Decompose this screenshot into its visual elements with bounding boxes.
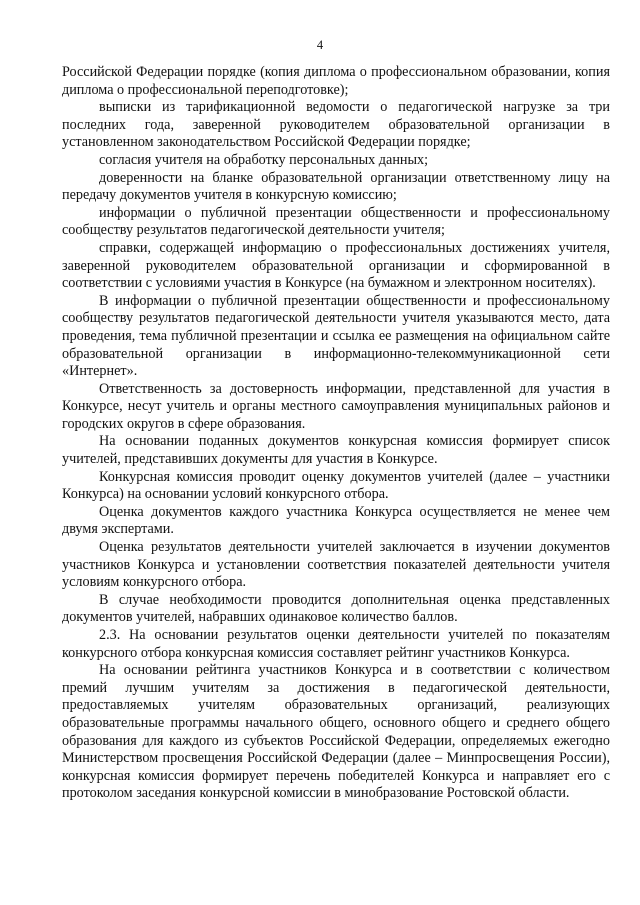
paragraph-responsibility: Ответственность за достоверность информации, представленной для участия в Конкурсе, несут учитель и органы местного самоуправления муниципальных районов и городских округов в сфере образования. (62, 380, 610, 432)
paragraph-personal-data-consent: согласия учителя на обработку персональных данных; (99, 151, 429, 168)
paragraph-additional-evaluation: В случае необходимости проводится дополнительная оценка представленных документов учителей, набравших одинаковое количество баллов. (62, 591, 610, 626)
paragraph-participant-list: На основании поданных документов конкурсная комиссия формирует список учителей, представивших документы для участия в Конкурсе. (62, 433, 610, 468)
paragraph-power-of-attorney: доверенности на бланке образовательной организации ответственному лицу на передачу документов учителя в конкурсную комиссию; (62, 169, 610, 204)
paragraph-public-presentation-info: информации о публичной презентации общественности и профессиональному сообществу результатов педагогической деятельности учителя; (62, 204, 610, 239)
paragraph-experts: Оценка документов каждого участника Конкурса осуществляется не менее чем двумя экспертами. (62, 503, 610, 538)
paragraph-section-2-3: 2.3. На основании результатов оценки деятельности учителей по показателям конкурсного отбора конкурсная комиссия составляет рейтинг участников Конкурса. (62, 627, 610, 661)
paragraph-tariff-statement: выписки из тарификационной ведомости о педагогической нагрузке за три последних года, заверенной руководителем образовательной организации в установленном законодательством Российской Федерации порядке; (62, 99, 610, 151)
paragraph-presentation-details: В информации о публичной презентации общественности и профессиональному сообществу результатов педагогической деятельности учителя указываются место, дата проведения, тема публичной презентации и ссылка ее размещения на официальном сайте образовательной организации в информационно-телекоммуникационной сети «Интернет». (62, 292, 610, 380)
paragraph-continuation: Российской Федерации порядке (копия диплома о профессиональном образовании, копия диплома о профессиональной переподготовке); (62, 64, 610, 98)
paragraph-winners-list: На основании рейтинга участников Конкурса и в соответствии с количеством премий лучшим учителям за достижения в педагогической деятельности, предоставляемых учителям образовательных организаций, реализующих образовательные программы начального общего, основного общего и среднего общего образования для каждого из субъектов Российской Федерации, определяемых ежегодно Министерством просвещения Российской Федерации (далее – Минпросвещения России), конкурсная комиссия формирует перечень победителей Конкурса и направляет его с протоколом заседания конкурсной комиссии в минобразование Ростовской области. (62, 662, 610, 802)
paragraph-document-evaluation: Конкурсная комиссия проводит оценку документов учителей (далее – участники Конкурса) на основании условий конкурсного отбора. (62, 468, 610, 503)
page-number: 4 (316, 38, 324, 52)
paragraph-evaluation-method: Оценка результатов деятельности учителей заключается в изучении документов участников Конкурса и установлении соответствия показателей деятельности учителя условиям конкурсного отбора. (62, 539, 610, 591)
paragraph-achievements-certificate: справки, содержащей информацию о профессиональных достижениях учителя, заверенной руководителем образовательной организации и сформированной в соответствии с условиями участия в Конкурсе (на бумажном и электронном носителях). (62, 239, 610, 292)
body-text (62, 64, 610, 803)
